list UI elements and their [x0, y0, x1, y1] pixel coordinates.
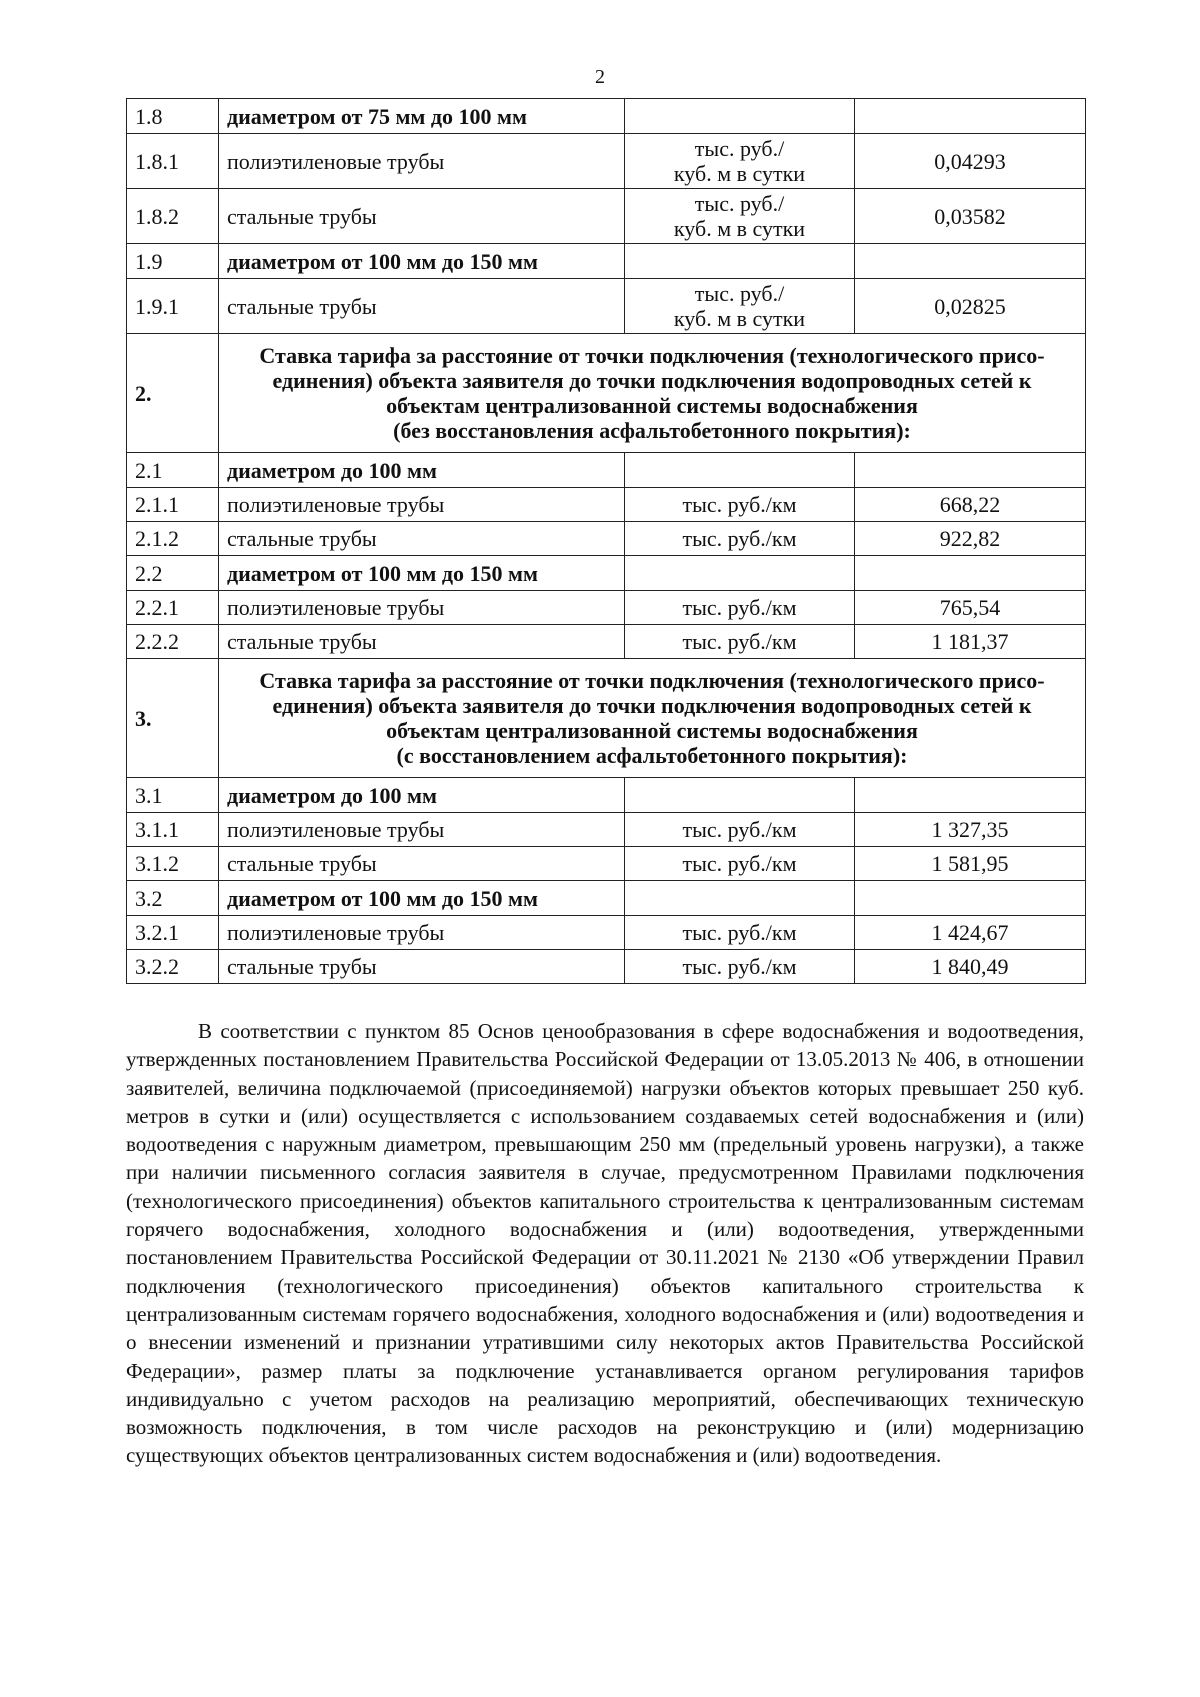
section-title-line: единения) объекта заявителя до точки подключения водопроводных сетей к	[272, 368, 1032, 393]
row-unit: тыс. руб./км	[625, 625, 855, 659]
table-row	[127, 659, 1086, 778]
tariff-table	[126, 98, 1086, 984]
row-name: стальные трубы	[219, 625, 625, 659]
body-paragraph: В соответствии с пунктом 85 Основ ценообразования в сфере водоснабжения и водоотведения, утвержденных постановлением Правительства Российской Федерации от 13.05.2013 № 406, в отношении заявителей, величина подключаемой (присоединяемой) нагрузки объектов которых превышает 250 куб. метров в сутки и (или) осуществляется с использованием создаваемых сетей водоснабжения и (или) водоотведения с наружным диаметром, превышающим 250 мм (предельный уровень нагрузки), а также при наличии письменного согласия заявителя в случае, предусмотренном Правилами подключения (технологического присоединения) объектов капитального строительства к централизованным системам горячего водоснабжения, холодного водоснабжения и (или) водоотведения, утвержденными постановлением Правительства Российской Федерации от 30.11.2021 № 2130 «Об утверждении Правил подключения (технологического присоединения) объектов капитального строительства к централизованным системам горячего водоснабжения, холодного водоснабжения и (или) водоотведения и о внесении изменений и признании утратившими силу некоторых актов Правительства Российской Федерации», размер платы за подключение устанавливается органом регулирования тарифов индивидуально с учетом расходов на реализацию мероприятий, обеспечивающих техническую возможность подключения, в том числе расходов на реконструкцию и (или) модернизацию существующих объектов централизованных систем водоснабжения и (или) водоотведения.	[126, 1019, 1084, 1468]
row-number: 3.1.2	[127, 847, 219, 881]
section-title-line: объектам централизованной системы водоснабжения	[386, 718, 918, 743]
table-row	[127, 522, 1086, 556]
row-value	[855, 453, 1086, 488]
row-number: 3.1	[127, 778, 219, 813]
group-name: диаметром до 100 мм	[219, 453, 625, 488]
table-row	[127, 950, 1086, 984]
row-unit	[625, 453, 855, 488]
row-unit: тыс. руб./км	[625, 522, 855, 556]
table-row	[127, 244, 1086, 279]
row-unit: тыс. руб./км	[625, 950, 855, 984]
row-value: 0,02825	[855, 279, 1086, 334]
row-name: стальные трубы	[219, 189, 625, 244]
table-row	[127, 916, 1086, 950]
row-number: 2.1	[127, 453, 219, 488]
tariff-table-body	[127, 99, 1086, 984]
section-title-line: объектам централизованной системы водоснабжения	[386, 393, 918, 418]
row-number: 2.1.1	[127, 488, 219, 522]
row-number: 1.8.1	[127, 134, 219, 189]
unit-line: куб. м в сутки	[673, 161, 806, 186]
row-unit	[625, 244, 855, 279]
group-name: диаметром до 100 мм	[219, 778, 625, 813]
row-unit	[625, 881, 855, 916]
row-value	[855, 881, 1086, 916]
section-title-line: (с восстановлением асфальтобетонного покрытия):	[396, 743, 908, 768]
row-unit	[625, 99, 855, 134]
row-number: 1.8	[127, 99, 219, 134]
row-number: 2.2.2	[127, 625, 219, 659]
table-row	[127, 99, 1086, 134]
row-number: 3.1.1	[127, 813, 219, 847]
table-row	[127, 334, 1086, 453]
row-number: 2.1.2	[127, 522, 219, 556]
table-row	[127, 134, 1086, 189]
table-row	[127, 881, 1086, 916]
row-value: 1 840,49	[855, 950, 1086, 984]
row-name: стальные трубы	[219, 279, 625, 334]
row-number: 1.9	[127, 244, 219, 279]
row-number: 2.2	[127, 556, 219, 591]
unit-line: куб. м в сутки	[673, 306, 806, 331]
row-name: стальные трубы	[219, 950, 625, 984]
table-row	[127, 189, 1086, 244]
row-unit	[625, 778, 855, 813]
table-row	[127, 778, 1086, 813]
table-row	[127, 847, 1086, 881]
row-name: полиэтиленовые трубы	[219, 916, 625, 950]
unit-line: тыс. руб./	[694, 281, 785, 306]
row-value: 765,54	[855, 591, 1086, 625]
row-unit: тыс. руб./км	[625, 591, 855, 625]
row-name: полиэтиленовые трубы	[219, 813, 625, 847]
section-title-line: Ставка тарифа за расстояние от точки подключения (технологического присо-	[259, 668, 1045, 693]
row-unit	[625, 134, 855, 189]
row-value: 668,22	[855, 488, 1086, 522]
row-number: 2.2.1	[127, 591, 219, 625]
section-number: 3.	[127, 659, 219, 778]
table-row	[127, 625, 1086, 659]
row-unit	[625, 556, 855, 591]
row-name: стальные трубы	[219, 847, 625, 881]
table-row	[127, 813, 1086, 847]
unit-line: тыс. руб./	[694, 136, 785, 161]
row-unit: тыс. руб./км	[625, 847, 855, 881]
row-number: 3.2	[127, 881, 219, 916]
page-number: 2	[595, 66, 605, 88]
section-title	[219, 659, 1086, 778]
table-row	[127, 488, 1086, 522]
row-number: 1.8.2	[127, 189, 219, 244]
row-number: 1.9.1	[127, 279, 219, 334]
row-name: полиэтиленовые трубы	[219, 488, 625, 522]
row-value: 1 181,37	[855, 625, 1086, 659]
row-unit: тыс. руб./км	[625, 488, 855, 522]
group-name: диаметром от 100 мм до 150 мм	[219, 881, 625, 916]
section-title-line: Ставка тарифа за расстояние от точки подключения (технологического присо-	[259, 343, 1045, 368]
row-name: полиэтиленовые трубы	[219, 591, 625, 625]
row-value: 1 424,67	[855, 916, 1086, 950]
table-row	[127, 591, 1086, 625]
unit-line: куб. м в сутки	[673, 216, 806, 241]
row-unit	[625, 189, 855, 244]
table-row	[127, 453, 1086, 488]
row-number: 3.2.2	[127, 950, 219, 984]
group-name: диаметром от 100 мм до 150 мм	[219, 244, 625, 279]
row-value	[855, 99, 1086, 134]
row-unit	[625, 279, 855, 334]
unit-line: тыс. руб./	[694, 191, 785, 216]
section-title-line: (без восстановления асфальтобетонного покрытия):	[393, 418, 911, 443]
group-name: диаметром от 75 мм до 100 мм	[219, 99, 625, 134]
row-value: 1 327,35	[855, 813, 1086, 847]
section-title-line: единения) объекта заявителя до точки подключения водопроводных сетей к	[272, 693, 1032, 718]
row-value: 0,03582	[855, 189, 1086, 244]
row-value: 0,04293	[855, 134, 1086, 189]
row-unit: тыс. руб./км	[625, 916, 855, 950]
table-row	[127, 556, 1086, 591]
row-name: стальные трубы	[219, 522, 625, 556]
section-number: 2.	[127, 334, 219, 453]
row-value	[855, 778, 1086, 813]
row-name: полиэтиленовые трубы	[219, 134, 625, 189]
table-row	[127, 279, 1086, 334]
row-value	[855, 556, 1086, 591]
section-title	[219, 334, 1086, 453]
group-name: диаметром от 100 мм до 150 мм	[219, 556, 625, 591]
row-number: 3.2.1	[127, 916, 219, 950]
row-value: 1 581,95	[855, 847, 1086, 881]
row-value: 922,82	[855, 522, 1086, 556]
row-value	[855, 244, 1086, 279]
row-unit: тыс. руб./км	[625, 813, 855, 847]
